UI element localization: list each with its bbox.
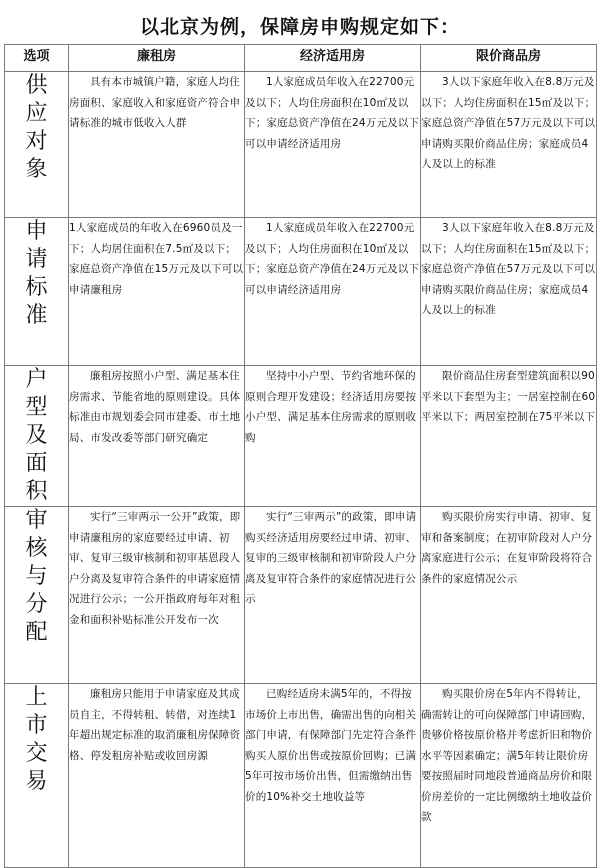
table-row [5,72,597,218]
policy-table [4,44,597,868]
table-cell: 廉租房按照小户型、满足基本住房需求、节能省地的原则建设。具体标准由市规划委会同市建委、市土地局、市发改委等部门研究确定 [69,366,245,507]
table-cell: 实行“三审两示一公开”政策，即申请廉租房的家庭要经过申请、初审、复审三级审核制和初审基恩段人户分离及复审符合条件的申请家庭情况进行公示；一公开指政府每年对租金和面积补贴标准公开发布一次 [69,507,245,684]
table-row [5,507,597,684]
table-row [5,366,597,507]
table-cell: 具有本市城镇户籍，家庭人均住房面积、家庭收入和家庭资产符合申请标准的城市低收入人群 [69,72,245,218]
table-row [5,218,597,366]
header-affordable-housing: 经济适用房 [245,45,421,72]
table-cell: 1人家庭成员年收入在22700元及以下；人均住房面积在10㎡及以下；家庭总资产净值在24万元及以下可以申请经济适用房 [245,218,421,366]
table-cell: 坚持中小户型、节约省地环保的原则合理开发建设；经济适用房要按小户型、满足基本住房需求的原则收购 [245,366,421,507]
row-label: 审核与分配 [5,507,69,684]
table-cell: 已购经适房未满5年的，不得按市场价上市出售，确需出售的向相关部门申请，有保障部门先定符合条件购买人原价出售或按原价回购；已满5年可按市场价出售，但需缴纳出售价的10%补交土地收益等 [245,684,421,868]
table-row [5,684,597,868]
header-low-rent-housing: 廉租房 [69,45,245,72]
table-cell: 1人家庭成员年收入在22700元及以下；人均住房面积在10㎡及以下；家庭总资产净值在24万元及以下可以申请经济适用房 [245,72,421,218]
page-title: 以北京为例，保障房申购规定如下： [139,16,460,38]
row-label: 户型及面积 [5,366,69,507]
table-cell: 3人以下家庭年收入在8.8万元及以下；人均住房面积在15㎡及以下；家庭总资产净值在57万元及以下可以申请购买限价商品住房；家庭成员4人及以上的标准 [421,72,597,218]
row-label: 申请标准 [5,218,69,366]
table-cell: 限价商品住房套型建筑面积以90平米以下套型为主；一居室控制在60平米以下；两居室控制在75平米以下 [421,366,597,507]
table-cell: 实行“三审两示”的政策，即申请购买经济适用房要经过申请、初审、复审的三级审核制和初审阶段人户分离及复审符合条件的家庭情况进行公示 [245,507,421,684]
header-price-limited-housing: 限价商品房 [421,45,597,72]
table-cell: 3人以下家庭年收入在8.8万元及以下；人均住房面积在15㎡及以下；家庭总资产净值在57万元及以下可以申请购买限价商品住房；家庭成员4人及以上的标准 [421,218,597,366]
table-cell: 廉租房只能用于申请家庭及其成员自主，不得转租、转借，对连续1年超出规定标准的取消廉租房保障资格、停发租房补贴或收回房源 [69,684,245,868]
table-cell: 购买限价房在5年内不得转让，确需转让的可向保障部门申请回购，贵够价格按原价格并考虑折旧和物价水平等因素确定；满5年转让限价房要按照届时同地段普通商品房价和限价房差价的一定比例缴纳土地收益价款 [421,684,597,868]
header-option: 选项 [5,45,69,72]
table-cell: 购买限价房实行申请、初审、复审和备案制度；在初审阶段对人户分离家庭进行公示；在复审阶段将符合条件的家庭情况公示 [421,507,597,684]
table-header-row [5,45,597,72]
row-label: 供应对象 [5,72,69,218]
row-label: 上市交易 [5,684,69,868]
table-cell: 1人家庭成员的年收入在6960员及一下；人均居住面积在7.5㎡及以下；家庭总资产净值在15万元及以下可以申请廉租房 [69,218,245,366]
